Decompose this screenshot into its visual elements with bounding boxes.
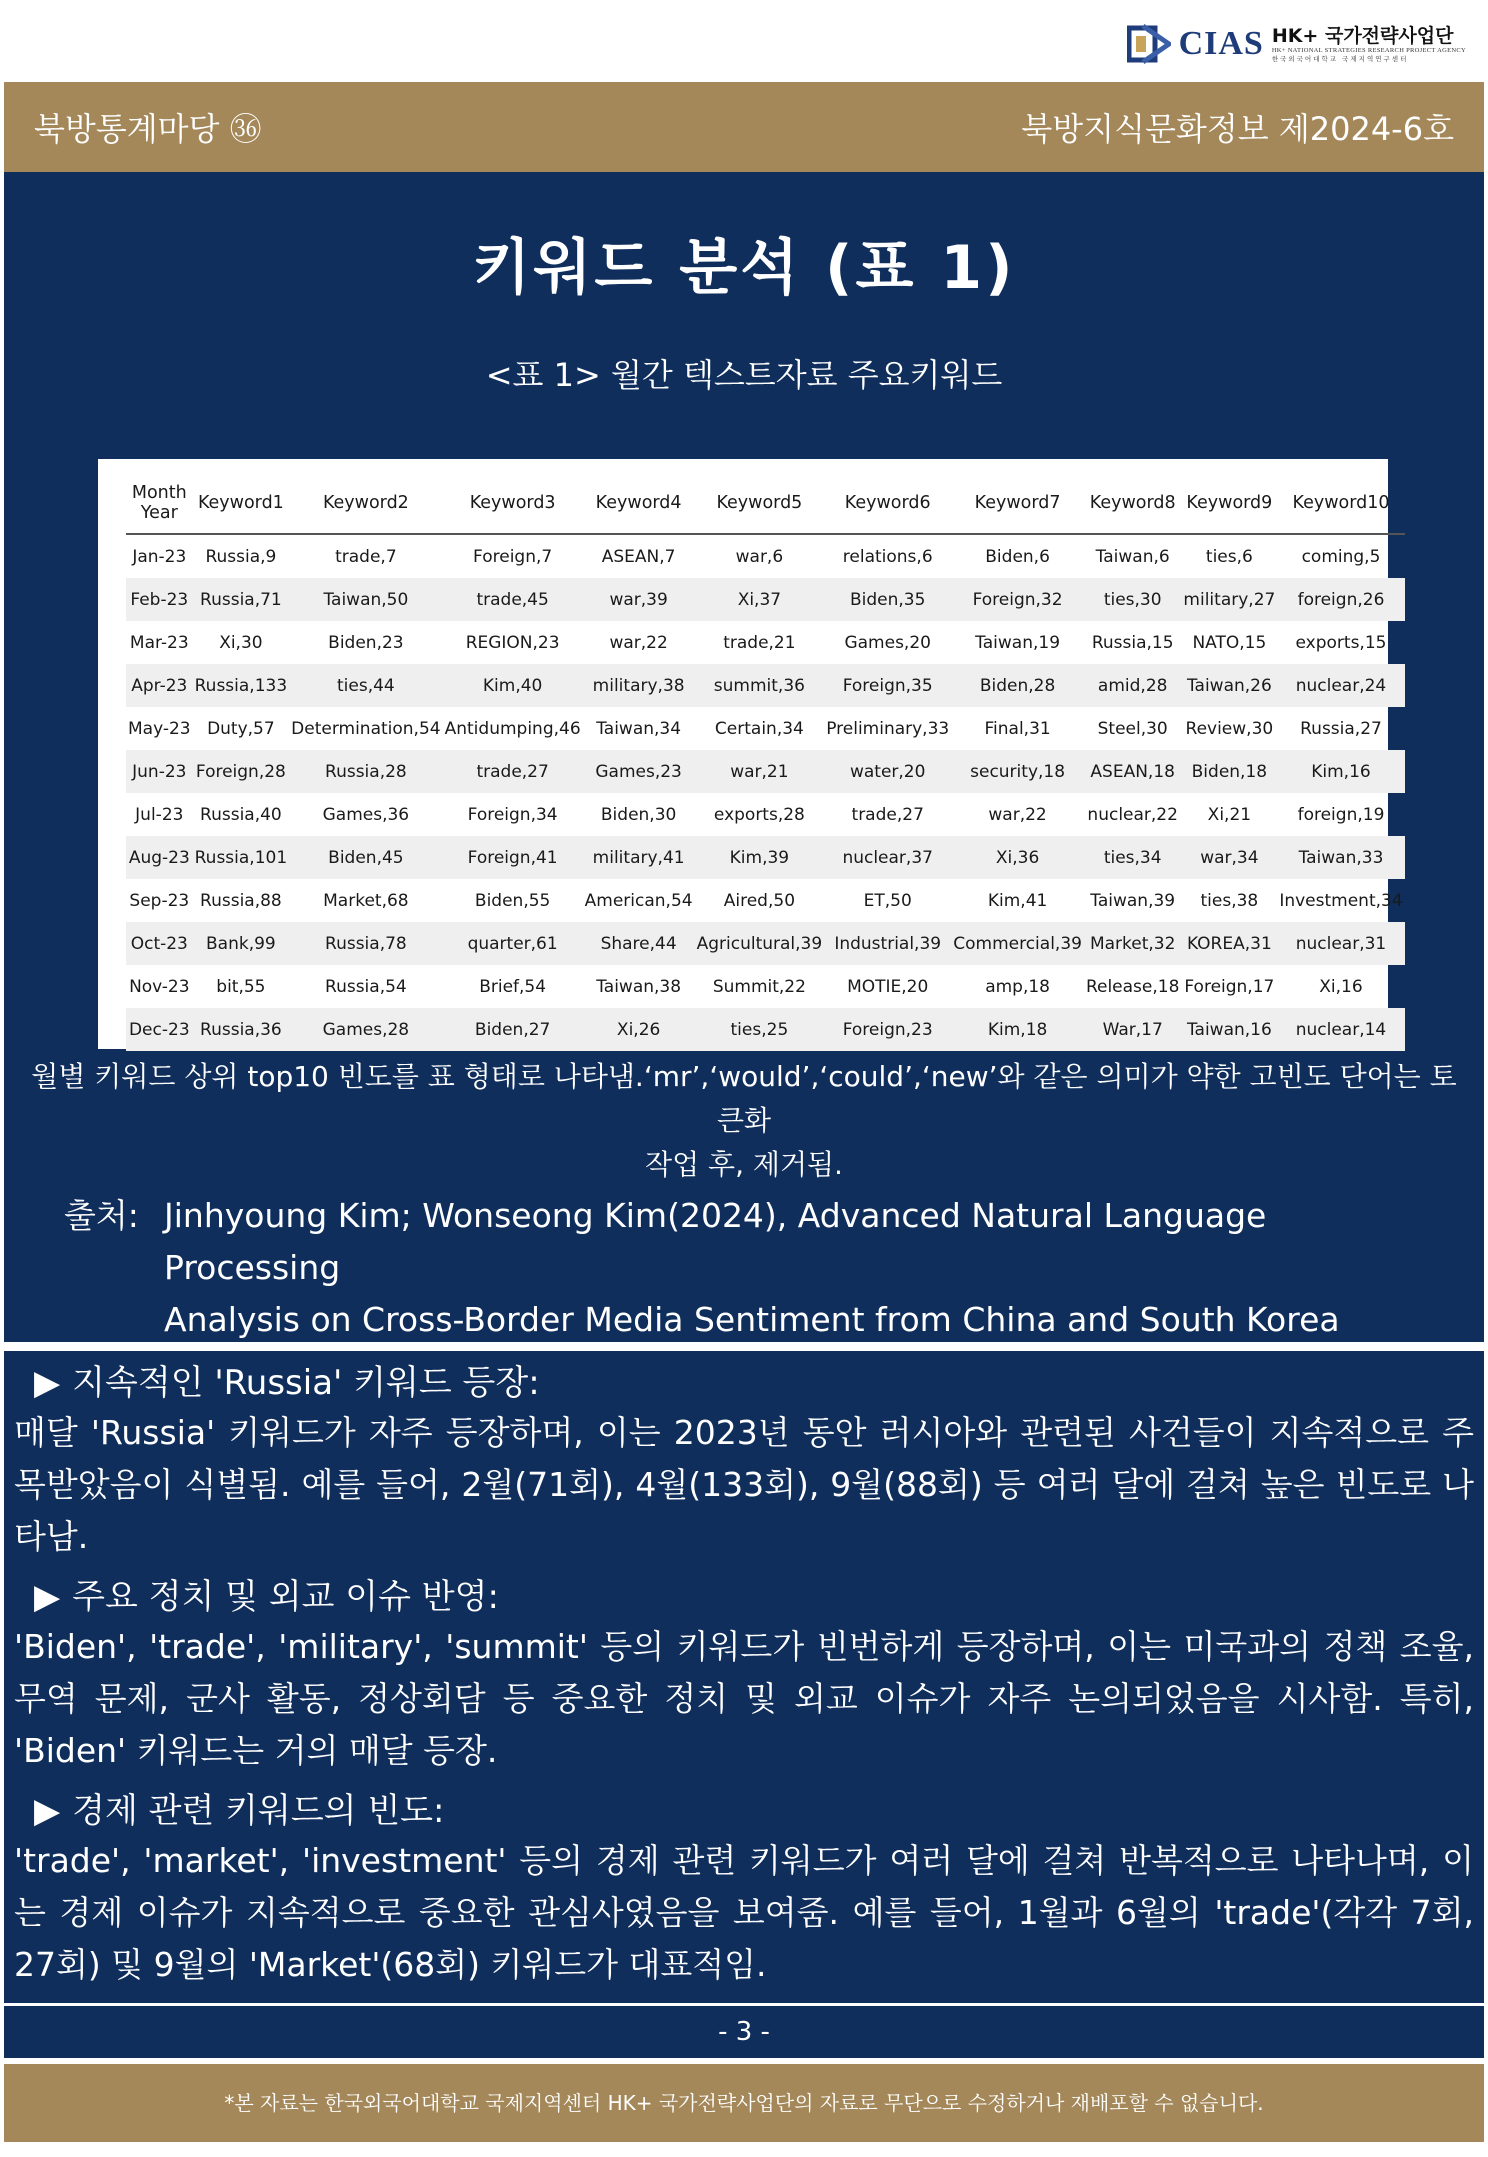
keyword-cell: Taiwan,16 xyxy=(1181,1008,1277,1051)
column-header: Keyword9 xyxy=(1181,473,1277,534)
keyword-cell: Taiwan,6 xyxy=(1095,546,1170,567)
source-line-1: Jinhyoung Kim; Wonseong Kim(2024), Advanced Natural Language Processing xyxy=(164,1196,1267,1287)
keyword-cell: water,20 xyxy=(824,750,951,793)
keyword-cell: American,54 xyxy=(584,890,693,911)
month-cell: Jan-23 xyxy=(132,546,187,567)
keyword-cell: Foreign,34 xyxy=(467,804,558,825)
section-heading: ▶ 지속적인 'Russia' 키워드 등장: xyxy=(14,1359,1474,1407)
keyword-cell: Xi,21 xyxy=(1207,804,1252,825)
keyword-cell: Xi,36 xyxy=(951,836,1084,879)
table-row xyxy=(126,965,1405,1008)
page-title: 키워드 분석 (표 1) xyxy=(472,233,1016,303)
keyword-cell: Market,32 xyxy=(1084,922,1181,965)
column-header: Keyword4 xyxy=(583,473,695,534)
keyword-cell: Biden,45 xyxy=(289,836,442,879)
table-header-row xyxy=(126,473,1405,534)
keyword-cell: coming,5 xyxy=(1301,546,1381,567)
issue-label: 북방지식문화정보 제2024-6호 xyxy=(1021,110,1454,148)
analysis-panel xyxy=(4,1351,1484,2003)
keyword-cell: ASEAN,18 xyxy=(1084,750,1181,793)
keyword-cell: Agricultural,39 xyxy=(695,922,825,965)
keyword-cell: Xi,26 xyxy=(583,1008,695,1051)
keyword-cell: nuclear,24 xyxy=(1277,664,1404,707)
keyword-cell: Aired,50 xyxy=(723,890,796,911)
keyword-cell: war,21 xyxy=(695,750,825,793)
month-cell: May-23 xyxy=(128,718,191,739)
keyword-cell: Russia,28 xyxy=(289,750,442,793)
keyword-cell: exports,15 xyxy=(1295,632,1387,653)
analysis-section xyxy=(14,1787,1474,1991)
keyword-cell: Taiwan,33 xyxy=(1277,836,1404,879)
keyword-cell: Foreign,7 xyxy=(473,546,553,567)
keyword-cell: Preliminary,33 xyxy=(826,718,950,739)
section-body: 'Biden', 'trade', 'military', 'summit' 등의 키워드가 빈번하게 등장하며, 이는 미국과의 정책 조율, 무역 문제, 군사 활동, 정상회담 등 중요한 정치 및 외교 이슈가 자주 논의되었음을 시사함. 특히, 'Biden' 키워드는 거의 매달 등장. xyxy=(14,1627,1474,1770)
keyword-cell: ties,38 xyxy=(1200,890,1259,911)
keyword-cell: Share,44 xyxy=(583,922,695,965)
month-year-header: Month Year xyxy=(126,473,193,534)
table-row xyxy=(126,879,1405,922)
month-cell: Jun-23 xyxy=(126,750,193,793)
keyword-cell: military,38 xyxy=(583,664,695,707)
keyword-cell: amid,28 xyxy=(1084,664,1181,707)
keyword-cell: bit,55 xyxy=(216,976,266,997)
keyword-cell: nuclear,22 xyxy=(1087,804,1178,825)
keyword-cell: security,18 xyxy=(951,750,1084,793)
section-body: 'trade', 'market', 'investment' 등의 경제 관련 키워드가 여러 달에 걸쳐 반복적으로 나타나며, 이는 경제 이슈가 지속적으로 중요한 관심사였음을 보여줌. 예를 들어, 1월과 6월의 'trade'(각각 7회, 27회) 및 9월의 'Market'(68회) 키워드가 대표적임. xyxy=(14,1841,1474,1984)
keyword-cell: ties,6 xyxy=(1205,546,1253,567)
month-cell: Jul-23 xyxy=(135,804,184,825)
month-cell: Oct-23 xyxy=(126,922,193,965)
keyword-cell: Certain,34 xyxy=(714,718,804,739)
keyword-cell: Russia,54 xyxy=(325,976,407,997)
triangle-bullet-icon: ▶ xyxy=(34,1577,61,1617)
keyword-cell: war,22 xyxy=(609,632,668,653)
keyword-cell: REGION,23 xyxy=(465,632,560,653)
keyword-cell: War,17 xyxy=(1084,1008,1181,1051)
keyword-cell: Kim,41 xyxy=(987,890,1048,911)
footer-notice: *본 자료는 한국외국어대학교 국제지역센터 HK+ 국가전략사업단의 자료로 무단으로 수정하거나 재배포할 수 없습니다. xyxy=(4,2064,1484,2142)
keyword-cell: Foreign,28 xyxy=(193,750,290,793)
keyword-cell: Kim,16 xyxy=(1277,750,1404,793)
keyword-cell: Antidumping,46 xyxy=(444,718,581,739)
keyword-cell: Taiwan,26 xyxy=(1181,664,1277,707)
table-row xyxy=(126,707,1405,750)
keyword-cell: Games,20 xyxy=(844,632,931,653)
keyword-cell: Xi,30 xyxy=(219,632,263,653)
month-cell: Apr-23 xyxy=(126,664,193,707)
keyword-cell: Foreign,32 xyxy=(951,578,1084,621)
column-header: Keyword5 xyxy=(695,473,825,534)
logo-subtitle-en: HK+ NATIONAL STRATEGIES RESEARCH PROJECT AGENCY xyxy=(1271,47,1466,54)
keyword-cell: nuclear,37 xyxy=(824,836,951,879)
keyword-cell: Final,31 xyxy=(984,718,1051,739)
series-label: 북방통계마당 ㊱ xyxy=(34,110,262,148)
keyword-cell: Biden,27 xyxy=(443,1008,583,1051)
triangle-bullet-icon: ▶ xyxy=(34,1791,61,1831)
keyword-cell: Summit,22 xyxy=(712,976,806,997)
table-row xyxy=(126,793,1405,836)
keyword-cell: military,27 xyxy=(1181,578,1277,621)
keyword-cell: Russia,27 xyxy=(1300,718,1382,739)
main-panel xyxy=(4,172,1484,1342)
keyword-cell: trade,27 xyxy=(851,804,924,825)
keyword-cell: Duty,57 xyxy=(207,718,275,739)
keyword-cell: Foreign,23 xyxy=(824,1008,951,1051)
keyword-cell: trade,45 xyxy=(443,578,583,621)
keyword-cell: relations,6 xyxy=(842,546,933,567)
keyword-cell: war,22 xyxy=(988,804,1047,825)
table-row xyxy=(126,922,1405,965)
keyword-cell: MOTIE,20 xyxy=(847,976,929,997)
month-cell: Feb-23 xyxy=(126,578,193,621)
month-cell: Sep-23 xyxy=(129,890,190,911)
keyword-cell: Biden,30 xyxy=(600,804,677,825)
keyword-cell: Russia,78 xyxy=(289,922,442,965)
keyword-cell: Taiwan,39 xyxy=(1090,890,1176,911)
keyword-cell: ties,25 xyxy=(695,1008,825,1051)
keyword-cell: Market,68 xyxy=(323,890,409,911)
column-header: Keyword3 xyxy=(443,473,583,534)
keyword-cell: amp,18 xyxy=(985,976,1050,997)
keyword-cell: Kim,18 xyxy=(951,1008,1084,1051)
source-line-2: Analysis on Cross-Border Media Sentiment from China and South Korea xyxy=(164,1300,1340,1339)
keyword-cell: Release,18 xyxy=(1085,976,1180,997)
table-caption: 월별 키워드 상위 top10 빈도를 표 형태로 나타냄.‘mr’,‘would’,‘could’,‘new’와 같은 의미가 약한 고빈도 단어는 토큰화 작업 후, 제거됨. xyxy=(31,1060,1457,1181)
keyword-cell: Investment,34 xyxy=(1279,890,1403,911)
keyword-cell: Biden,28 xyxy=(951,664,1084,707)
section-heading: ▶ 주요 정치 및 외교 이슈 반영: xyxy=(14,1573,1474,1621)
table-row xyxy=(126,836,1405,879)
keyword-cell: exports,28 xyxy=(713,804,805,825)
keyword-cell: Russia,15 xyxy=(1091,632,1174,653)
analysis-section xyxy=(14,1359,1474,1563)
table-title: <표 1> 월간 텍스트자료 주요키워드 xyxy=(485,356,1003,394)
column-header: Keyword7 xyxy=(951,473,1084,534)
month-cell: Aug-23 xyxy=(126,836,193,879)
keyword-cell: ET,50 xyxy=(863,890,912,911)
column-header: Keyword2 xyxy=(289,473,442,534)
table-row xyxy=(126,534,1405,578)
keyword-cell: Xi,16 xyxy=(1319,976,1363,997)
analysis-section xyxy=(14,1573,1474,1777)
keyword-cell: Taiwan,50 xyxy=(289,578,442,621)
keyword-cell: Review,30 xyxy=(1185,718,1274,739)
keyword-table xyxy=(126,473,1405,1051)
keyword-cell: Foreign,17 xyxy=(1184,976,1275,997)
table-row xyxy=(126,750,1405,793)
keyword-cell: Russia,88 xyxy=(200,890,282,911)
keyword-cell: Biden,35 xyxy=(824,578,951,621)
keyword-table-container xyxy=(98,459,1403,1049)
cias-logo xyxy=(1127,16,1466,72)
keyword-cell: Foreign,41 xyxy=(443,836,583,879)
source-label: 출처: xyxy=(64,1196,139,1235)
section-body: 매달 'Russia' 키워드가 자주 등장하며, 이는 2023년 동안 러시아와 관련된 사건들이 지속적으로 주목받았음이 식별됨. 예를 들어, 2월(71회), 4월(133회), 9월(88회) 등 여러 달에 걸쳐 높은 빈도로 나타남. xyxy=(14,1413,1474,1556)
keyword-cell: quarter,61 xyxy=(443,922,583,965)
keyword-cell: Russia,71 xyxy=(193,578,290,621)
column-header: Keyword6 xyxy=(824,473,951,534)
keyword-cell: Games,36 xyxy=(322,804,410,825)
keyword-cell: nuclear,31 xyxy=(1277,922,1404,965)
header-bar xyxy=(4,82,1484,172)
keyword-cell: Foreign,35 xyxy=(824,664,951,707)
month-cell: Dec-23 xyxy=(126,1008,193,1051)
keyword-cell: Taiwan,34 xyxy=(596,718,682,739)
keyword-cell: Kim,39 xyxy=(695,836,825,879)
keyword-cell: trade,21 xyxy=(723,632,796,653)
keyword-cell: NATO,15 xyxy=(1192,632,1267,653)
keyword-cell: Steel,30 xyxy=(1097,718,1168,739)
table-row xyxy=(126,578,1405,621)
logo-subtitle-ko: 한국외국어대학교 국제지역연구센터 xyxy=(1271,55,1409,63)
keyword-cell: Taiwan,19 xyxy=(975,632,1061,653)
keyword-cell: Taiwan,38 xyxy=(596,976,682,997)
keyword-cell: Commercial,39 xyxy=(951,922,1084,965)
logo-brand: CIAS xyxy=(1178,25,1264,62)
keyword-cell: Industrial,39 xyxy=(824,922,951,965)
section-heading: ▶ 경제 관련 키워드의 빈도: xyxy=(14,1787,1474,1835)
page-number: - 3 - xyxy=(4,2006,1484,2058)
table-row xyxy=(126,1008,1405,1051)
keyword-cell: Brief,54 xyxy=(479,976,547,997)
keyword-cell: Xi,37 xyxy=(695,578,825,621)
keyword-cell: trade,7 xyxy=(335,546,397,567)
keyword-cell: ties,30 xyxy=(1084,578,1181,621)
source-citation xyxy=(64,1190,1444,1346)
keyword-cell: foreign,19 xyxy=(1297,804,1385,825)
keyword-cell: ASEAN,7 xyxy=(601,546,676,567)
keyword-cell: Russia,9 xyxy=(205,546,277,567)
keyword-cell: foreign,26 xyxy=(1277,578,1404,621)
keyword-cell: Russia,101 xyxy=(193,836,290,879)
column-header: Keyword10 xyxy=(1277,473,1404,534)
keyword-cell: military,41 xyxy=(583,836,695,879)
keyword-cell: Determination,54 xyxy=(291,718,441,739)
keyword-cell: ties,44 xyxy=(289,664,442,707)
keyword-cell: Russia,36 xyxy=(193,1008,290,1051)
keyword-cell: trade,27 xyxy=(443,750,583,793)
keyword-cell: Games,23 xyxy=(583,750,695,793)
cias-logo-icon xyxy=(1127,22,1171,66)
table-row xyxy=(126,621,1405,664)
keyword-cell: war,6 xyxy=(735,546,784,567)
logo-agency: HK+ 국가전략사업단 xyxy=(1271,25,1454,47)
table-row xyxy=(126,664,1405,707)
keyword-cell: Biden,18 xyxy=(1181,750,1277,793)
keyword-cell: Bank,99 xyxy=(193,922,290,965)
keyword-cell: war,34 xyxy=(1181,836,1277,879)
triangle-bullet-icon: ▶ xyxy=(34,1363,61,1403)
keyword-cell: KOREA,31 xyxy=(1181,922,1277,965)
keyword-cell: Russia,40 xyxy=(200,804,282,825)
keyword-cell: Biden,6 xyxy=(985,546,1050,567)
keyword-cell: nuclear,14 xyxy=(1277,1008,1404,1051)
column-header: Keyword8 xyxy=(1084,473,1181,534)
keyword-cell: Russia,133 xyxy=(193,664,290,707)
keyword-cell: Biden,55 xyxy=(474,890,551,911)
keyword-cell: Kim,40 xyxy=(443,664,583,707)
column-header: Keyword1 xyxy=(193,473,290,534)
keyword-cell: ties,34 xyxy=(1084,836,1181,879)
month-cell: Nov-23 xyxy=(129,976,190,997)
keyword-cell: Games,28 xyxy=(289,1008,442,1051)
month-cell: Mar-23 xyxy=(129,632,189,653)
keyword-cell: summit,36 xyxy=(695,664,825,707)
keyword-cell: Biden,23 xyxy=(328,632,404,653)
keyword-cell: war,39 xyxy=(583,578,695,621)
